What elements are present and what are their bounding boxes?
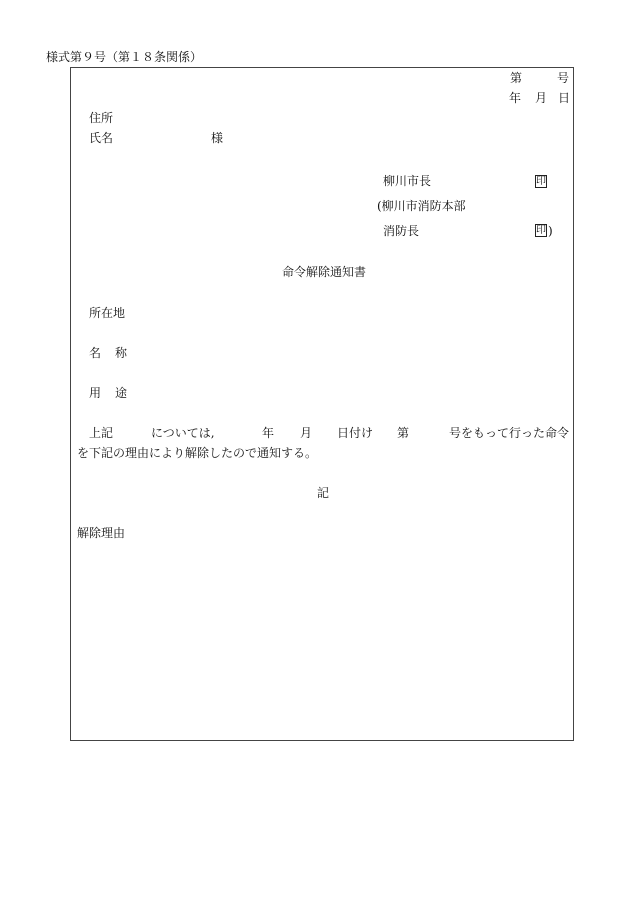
use-field-label-a: 用 — [89, 386, 102, 400]
body-above: 上記 — [89, 426, 114, 440]
number-prefix: 第 — [510, 71, 523, 85]
name-label: 氏名 — [89, 131, 114, 145]
body-month: 月 — [300, 426, 313, 440]
body-rest: 号をもって行った命令 — [449, 426, 570, 440]
issuer-fire-dept: (柳川市消防本部 — [377, 199, 466, 213]
form-number: 様式第９号（第１８条関係） — [46, 50, 203, 64]
body-year: 年 — [262, 426, 275, 440]
honorific: 様 — [211, 131, 224, 145]
date-day: 日 — [558, 91, 571, 105]
close-paren: ) — [548, 224, 553, 238]
body-no: 第 — [397, 426, 410, 440]
form-frame — [70, 67, 574, 741]
date-year: 年 — [509, 91, 522, 105]
body-dated: 日付け — [337, 426, 374, 440]
issuer-fire-chief: 消防長 — [383, 224, 420, 238]
body-line2: を下記の理由により解除したので通知する。 — [77, 446, 318, 460]
ki-label: 記 — [317, 486, 330, 500]
issuer-mayor: 柳川市長 — [383, 174, 432, 188]
name-field-label-a: 名 — [89, 346, 102, 360]
address-label: 住所 — [89, 111, 114, 125]
seal-icon: 印 — [536, 176, 546, 187]
seal-icon: 印 — [536, 225, 546, 236]
use-field-label-b: 途 — [115, 386, 128, 400]
name-field-label-b: 称 — [115, 346, 128, 360]
number-suffix: 号 — [557, 71, 570, 85]
reason-label: 解除理由 — [77, 526, 126, 540]
location-label: 所在地 — [89, 306, 126, 320]
document-title: 命令解除通知書 — [282, 265, 367, 279]
body-regarding: については, — [151, 426, 215, 440]
date-month: 月 — [535, 91, 548, 105]
